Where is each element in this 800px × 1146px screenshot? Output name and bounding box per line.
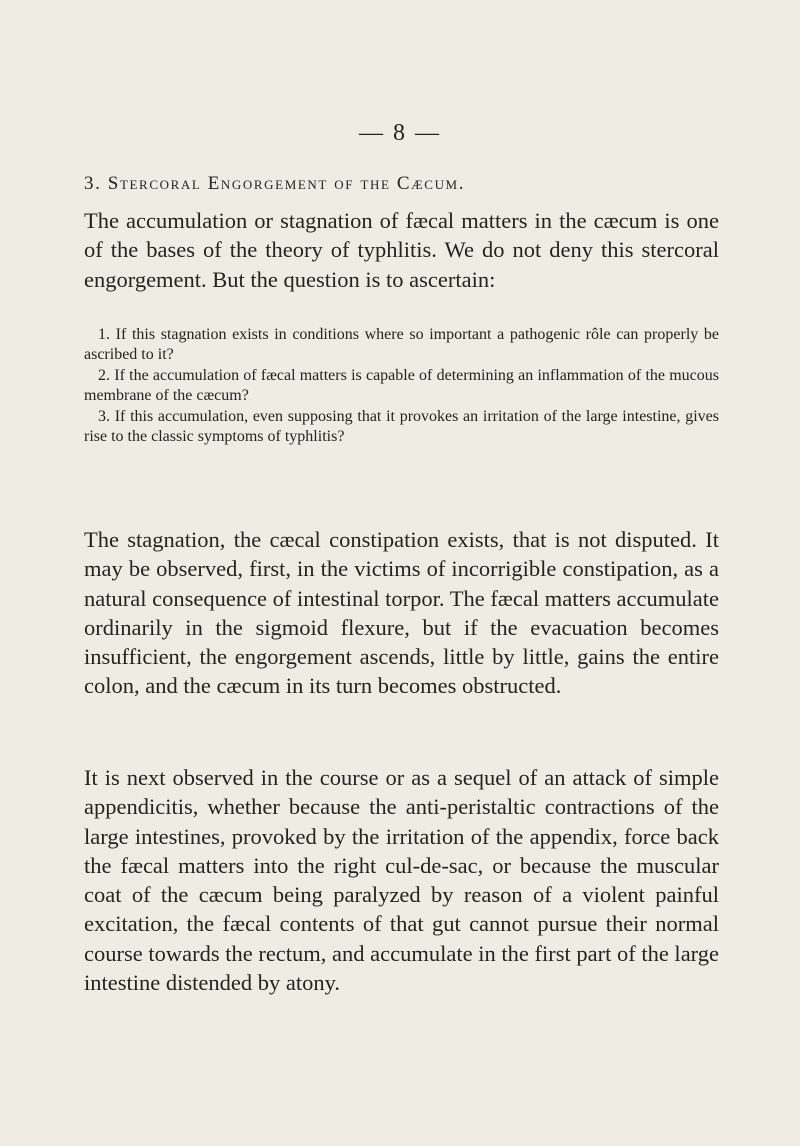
page-number: — 8 — <box>359 120 441 146</box>
question-text: If this stagnation exists in conditions where so important a pathogenic rôle can properly be ascribed to it? <box>84 326 720 363</box>
question-item <box>84 325 719 364</box>
question-number: 2. <box>98 367 110 385</box>
question-number: 1. <box>98 326 110 343</box>
paragraph-stagnation: The stagnation, the cæcal constipation exists, that is not disputed. It may be observed, first, in the victims of incorrigible constipation, as a natural consequence of intestinal torpor. The fæcal matters accumulate ordinarily in the sigmoid flexure, but if the evacuation becomes insufficient, the engorgement ascends, little by little, gains the entire colon, and the cæcum in its turn becomes obstructed. <box>84 527 719 699</box>
question-number: 3. <box>98 408 110 426</box>
question-item <box>84 366 719 405</box>
question-text: If this accumulation, even supposing that it provokes an irritation of the large intestine, gives rise to the classic symptoms of typhlitis? <box>84 408 720 445</box>
section-heading: 3. Stercoral Engorgement of the Cæcum. <box>84 173 466 194</box>
paragraph-intro: The accumulation or stagnation of fæcal matters in the cæcum is one of the bases of the theory of typhlitis. We do not deny this stercoral engorgement. But the question is to ascertain: <box>84 208 719 292</box>
paragraph-appendicitis: It is next observed in the course or as a sequel of an attack of simple appendicitis, whether because the anti-peristaltic contractions of the large intestines, provoked by the irritation of the appendix, force back the fæcal matters into the right cul-de-sac, or because the muscular coat of the cæcum being paralyzed by reason of a violent painful excitation, the fæcal contents of that gut cannot pursue their normal course towards the rectum, and accumulate in the first part of the large intestine distended by atony. <box>84 765 719 996</box>
question-text: If the accumulation of fæcal matters is capable of determining an inflammation of the mucous membrane of the cæcum? <box>84 367 720 404</box>
question-list <box>84 325 719 449</box>
question-item <box>84 407 719 446</box>
